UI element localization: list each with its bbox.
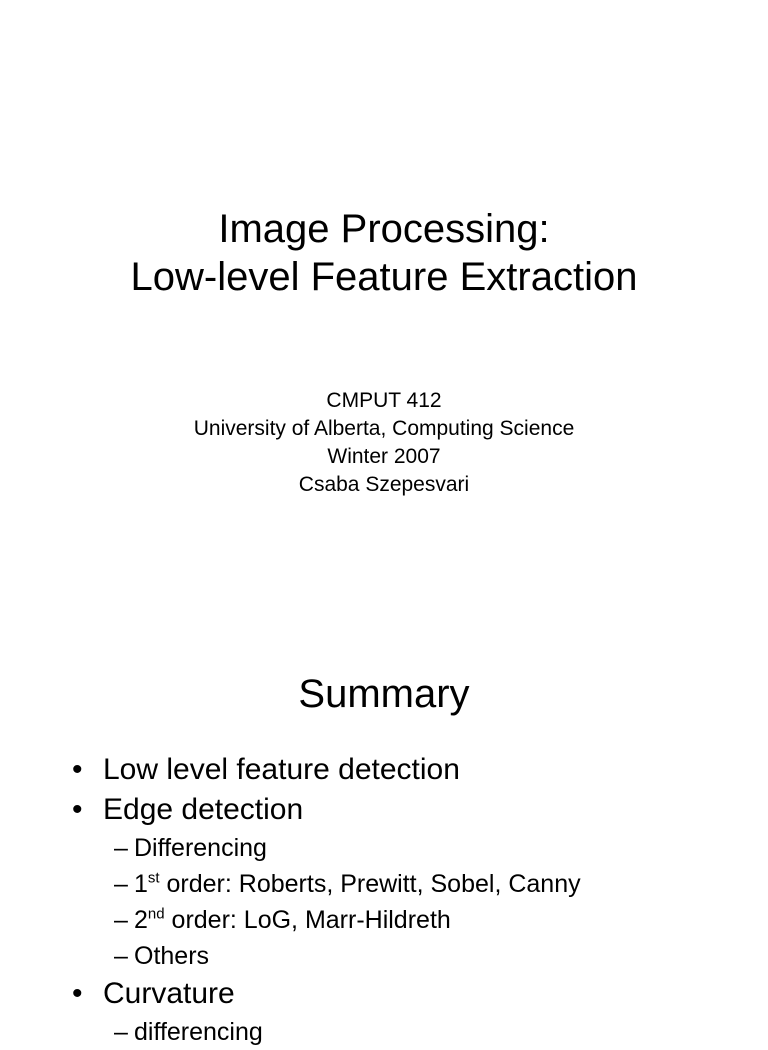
title-line-2: Low-level Feature Extraction bbox=[130, 255, 638, 299]
sub-list-item bbox=[0, 866, 768, 902]
bullet-marker: • bbox=[72, 753, 83, 786]
author: Csaba Szepesvari bbox=[298, 473, 470, 496]
order-detail: order: Roberts, Prewitt, Sobel, Canny bbox=[159, 870, 581, 898]
item-others: Others bbox=[134, 942, 210, 970]
term: Winter 2007 bbox=[327, 445, 441, 468]
dash-marker: – bbox=[114, 834, 128, 862]
bullet-marker: • bbox=[72, 977, 83, 1010]
order-number: 2 bbox=[134, 906, 148, 934]
list-item bbox=[0, 750, 768, 790]
slide-title bbox=[0, 205, 768, 301]
sub-list-item bbox=[0, 902, 768, 938]
item-curvature-differencing: differencing bbox=[134, 1018, 263, 1046]
summary-slide bbox=[0, 640, 768, 1046]
item-curvature: Curvature bbox=[103, 977, 235, 1010]
ordinal-suffix: nd bbox=[147, 905, 165, 923]
sub-list-item bbox=[0, 830, 768, 866]
title-line-1: Image Processing: bbox=[218, 207, 550, 251]
item-differencing: Differencing bbox=[134, 834, 267, 862]
item-first-order bbox=[134, 866, 581, 902]
institution: University of Alberta, Computing Science bbox=[193, 417, 575, 440]
item-second-order bbox=[134, 902, 451, 938]
summary-list bbox=[0, 750, 768, 1050]
summary-title: Summary bbox=[298, 672, 470, 716]
dash-marker: – bbox=[114, 906, 128, 934]
ordinal-suffix: st bbox=[147, 869, 160, 887]
bullet-marker: • bbox=[72, 793, 83, 826]
order-number: 1 bbox=[134, 870, 148, 898]
course-code: CMPUT 412 bbox=[326, 389, 442, 412]
sub-list-item bbox=[0, 1014, 768, 1050]
order-detail: order: LoG, Marr-Hildreth bbox=[164, 906, 451, 934]
sub-list-item bbox=[0, 938, 768, 974]
list-item bbox=[0, 790, 768, 830]
dash-marker: – bbox=[114, 1018, 128, 1046]
dash-marker: – bbox=[114, 870, 128, 898]
list-item bbox=[0, 974, 768, 1014]
slide-subtitle bbox=[0, 387, 768, 499]
item-edge-detection: Edge detection bbox=[103, 793, 304, 826]
dash-marker: – bbox=[114, 942, 128, 970]
item-low-level-feature-detection: Low level feature detection bbox=[103, 753, 460, 786]
